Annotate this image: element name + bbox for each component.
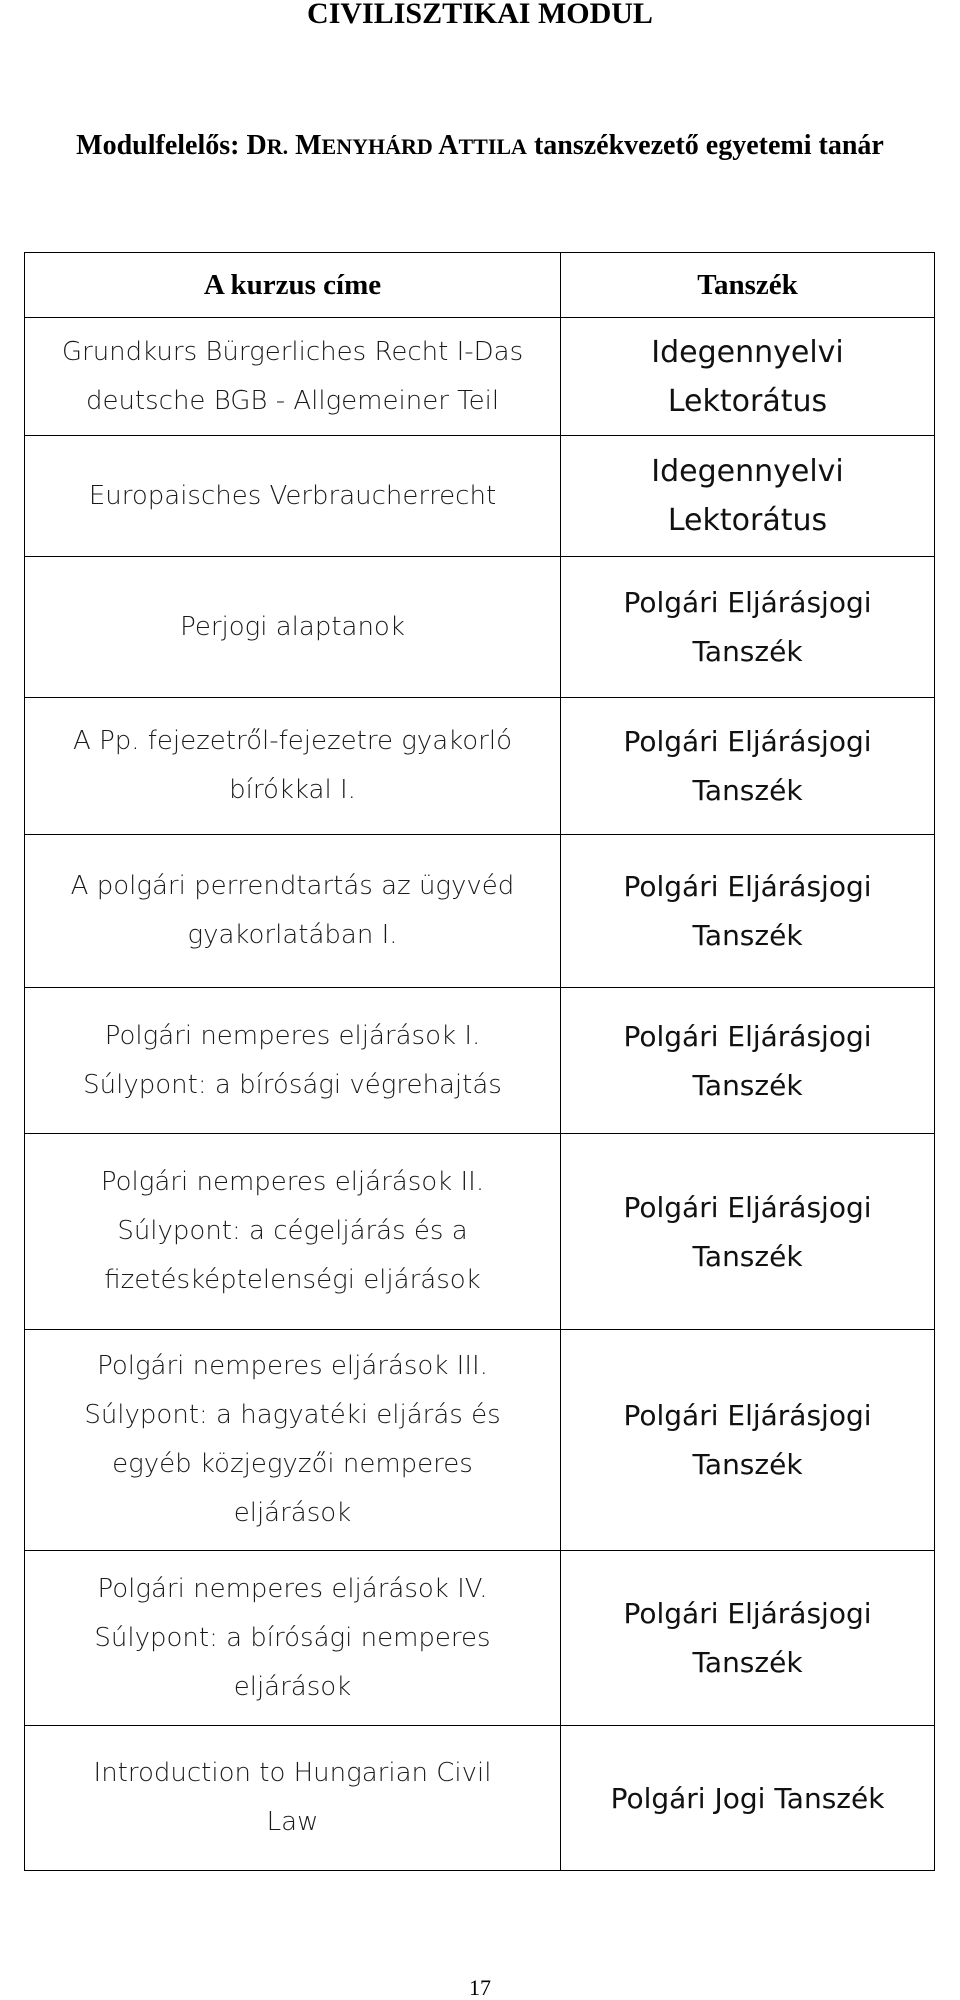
- course-line: Polgári nemperes eljárások II.: [100, 1167, 485, 1197]
- course-line: Grundkurs Bürgerliches Recht I-Das: [61, 336, 524, 367]
- module-responsible: [0, 128, 960, 165]
- course-line: Súlypont: a bírósági nemperes: [94, 1622, 491, 1653]
- course-line: eljárások: [233, 1498, 352, 1528]
- department-line: Tanszék: [692, 1068, 803, 1102]
- department-line: Polgári Eljárásjogi: [623, 725, 872, 758]
- department-line: Idegennyelvi: [651, 334, 844, 370]
- course-line: eljárások: [233, 1671, 352, 1702]
- department-cell: [561, 1330, 935, 1551]
- course-line: gyakorlatában I.: [187, 920, 398, 950]
- responsible-name-initial: M: [295, 130, 322, 161]
- course-line: egyéb közjegyzői nemperes: [112, 1449, 473, 1479]
- responsible-role: tanszékvezető egyetemi tanár: [533, 130, 884, 161]
- course-cell: [25, 557, 561, 698]
- course-line: Law: [266, 1807, 319, 1837]
- course-cell: [25, 988, 561, 1134]
- table-row: [25, 1134, 935, 1330]
- department-cell: [561, 1551, 935, 1726]
- responsible-given-initial: A: [438, 130, 459, 161]
- department-cell: [561, 1726, 935, 1871]
- course-cell: [25, 1134, 561, 1330]
- responsible-title-rest: R.: [266, 134, 289, 159]
- department-line: Polgári Eljárásjogi: [623, 1399, 872, 1432]
- department-cell: [561, 436, 935, 557]
- department-line: Tanszék: [692, 774, 803, 807]
- course-line: Súlypont: a cégeljárás és a: [117, 1216, 468, 1246]
- responsible-title-initial: D: [246, 130, 267, 161]
- table-row: [25, 698, 935, 835]
- department-cell: [561, 1134, 935, 1330]
- header-department: Tanszék: [561, 253, 935, 318]
- module-title: CIVILISZTIKAI MODUL: [307, 0, 653, 30]
- department-line: Polgári Eljárásjogi: [623, 586, 872, 619]
- responsible-label: Modulfelelős:: [76, 130, 247, 161]
- department-line: Tanszék: [692, 1448, 803, 1481]
- table-row: [25, 436, 935, 557]
- table-header-row: [25, 253, 935, 318]
- department-line: Lektorátus: [667, 383, 828, 419]
- table-row: [25, 318, 935, 436]
- department-line: Lektorátus: [667, 503, 828, 538]
- department-line: Polgári Eljárásjogi: [623, 870, 872, 903]
- course-line: Perjogi alaptanok: [180, 611, 405, 642]
- course-line: A Pp. fejezetről-fejezetre gyakorló: [73, 726, 512, 756]
- department-cell: [561, 318, 935, 436]
- department-line: Polgári Jogi Tanszék: [610, 1781, 885, 1815]
- department-line: Tanszék: [692, 1646, 803, 1679]
- department-cell: [561, 835, 935, 988]
- department-cell: [561, 698, 935, 835]
- department-line: Tanszék: [692, 919, 803, 952]
- header-course-title: A kurzus címe: [25, 253, 561, 318]
- department-line: Tanszék: [692, 1239, 803, 1273]
- responsible-given-rest: TTILA: [458, 134, 527, 159]
- course-cell: [25, 1330, 561, 1551]
- table-row: [25, 1551, 935, 1726]
- course-cell: [25, 1726, 561, 1871]
- table-row: [25, 988, 935, 1134]
- course-line: Introduction to Hungarian Civil: [93, 1758, 492, 1788]
- course-line: Europaisches Verbraucherrecht: [88, 480, 497, 511]
- department-cell: [561, 557, 935, 698]
- course-cell: [25, 698, 561, 835]
- table-row: [25, 557, 935, 698]
- course-line: Súlypont: a bírósági végrehajtás: [83, 1069, 502, 1100]
- department-line: Idegennyelvi: [651, 454, 844, 489]
- department-line: Polgári Eljárásjogi: [623, 1597, 872, 1630]
- department-cell: [561, 988, 935, 1134]
- course-cell: [25, 436, 561, 557]
- table-row: [25, 1726, 935, 1871]
- department-line: Polgári Eljárásjogi: [623, 1019, 872, 1053]
- course-cell: [25, 835, 561, 988]
- responsible-name-rest: ENYHÁRD: [321, 134, 433, 159]
- course-line: deutsche BGB - Allgemeiner Teil: [85, 385, 500, 416]
- course-cell: [25, 318, 561, 436]
- course-line: Polgári nemperes eljárások I.: [104, 1020, 481, 1051]
- course-table: [24, 252, 935, 1871]
- course-line: A polgári perrendtartás az ügyvéd: [70, 871, 515, 901]
- department-line: Tanszék: [692, 635, 803, 668]
- table-row: [25, 835, 935, 988]
- department-line: Polgári Eljárásjogi: [623, 1190, 872, 1224]
- course-line: bírókkal I.: [229, 775, 356, 805]
- page-number: 17: [469, 1975, 491, 2000]
- course-line: Polgári nemperes eljárások III.: [97, 1351, 488, 1381]
- course-line: fizetésképtelenségi eljárások: [104, 1265, 481, 1295]
- course-line: Polgári nemperes eljárások IV.: [97, 1573, 488, 1604]
- course-line: Súlypont: a hagyatéki eljárás és: [84, 1400, 501, 1430]
- table-row: [25, 1330, 935, 1551]
- course-cell: [25, 1551, 561, 1726]
